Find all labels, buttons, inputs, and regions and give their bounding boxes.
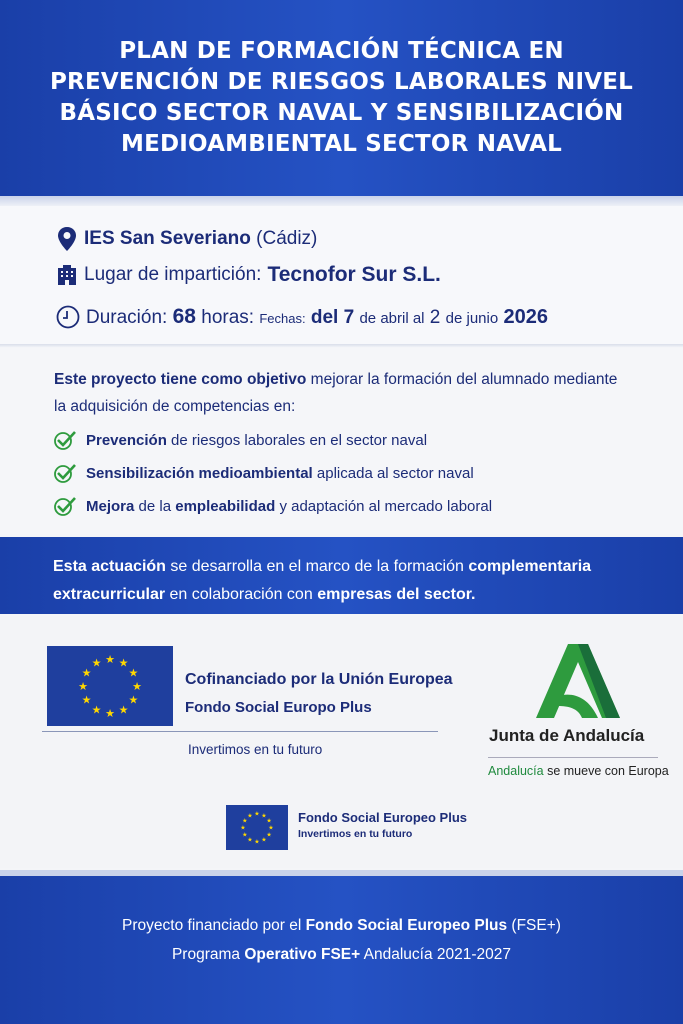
date-start: del 7	[310, 307, 355, 328]
eu-star-icon: ★	[261, 813, 267, 820]
divider	[42, 731, 438, 732]
title-line: MEDIOAMBIENTAL SECTOR NAVAL	[121, 131, 562, 157]
item-bold: Mejora	[86, 497, 135, 515]
clock-icon	[56, 305, 80, 329]
framework-band	[0, 537, 683, 614]
eu-star-icon: ★	[240, 825, 246, 832]
item-bold: Prevención	[86, 431, 167, 449]
funding-logos	[0, 616, 683, 868]
objective-item	[54, 496, 492, 516]
venue-value: Tecnofor Sur S.L.	[267, 263, 441, 286]
eu-star-icon: ★	[261, 837, 267, 844]
eu-star-icon: ★	[128, 694, 139, 707]
location-row	[56, 226, 317, 252]
eu-star-icon: ★	[242, 818, 248, 825]
footer-text: Programa	[171, 946, 241, 963]
duration-unit: horas:	[201, 307, 255, 328]
eu-star-icon: ★	[242, 832, 248, 839]
checkmark-icon	[54, 463, 76, 483]
divider	[0, 344, 683, 347]
junta-tag-text: se mueve con Europa	[547, 764, 669, 778]
location-pin-icon	[56, 226, 78, 252]
eu-star-icon: ★	[78, 681, 88, 693]
band-text: en colaboración con	[169, 586, 313, 603]
intro-text: mejorar la formación del alumnado mediante	[310, 371, 618, 388]
eu-star-icon: ★	[81, 667, 92, 680]
eu-fund-text: Fondo Social Europo Plus	[185, 699, 372, 716]
eu-star-icon: ★	[81, 694, 92, 707]
objective-item	[54, 463, 474, 483]
title-line: PLAN DE FORMACIÓN TÉCNICA EN	[119, 38, 564, 64]
eu-star-icon: ★	[254, 811, 260, 818]
junta-name: Junta de Andalucía	[489, 726, 645, 745]
item-text: aplicada al sector naval	[316, 464, 474, 482]
objectives-intro	[54, 366, 617, 420]
intro-bold: Este proyecto tiene como objetivo	[54, 371, 307, 388]
eu-star-icon: ★	[254, 839, 260, 846]
eu-tagline: Invertimos en tu futuro	[188, 742, 323, 757]
divider	[488, 757, 658, 758]
dates-label: Fechas:	[259, 311, 306, 326]
eu-star-icon: ★	[247, 837, 253, 844]
divider	[0, 196, 683, 206]
objective-item	[54, 430, 427, 450]
eu-star-icon: ★	[247, 813, 253, 820]
footer-text: Proyecto financiado por el	[122, 917, 302, 934]
duration-hours: 68	[172, 305, 196, 328]
band-text: se desarrolla en el marco de la formación	[170, 558, 464, 575]
school-city: (Cádiz)	[256, 228, 318, 249]
item-text: de riesgos laborales en el sector naval	[171, 431, 428, 449]
date-end-month: de junio	[445, 310, 499, 327]
objectives-section	[0, 348, 683, 534]
band-text: complementaria	[468, 558, 592, 575]
eu-flag-logo	[47, 646, 173, 726]
duration-row	[56, 305, 548, 329]
course-info	[0, 206, 683, 344]
eu-star-icon: ★	[266, 832, 272, 839]
item-bold: Sensibilización medioambiental	[86, 464, 313, 482]
title-banner	[0, 0, 683, 196]
venue-row	[56, 263, 441, 287]
footer-banner	[0, 870, 683, 1024]
duration-label: Duración:	[86, 307, 168, 328]
title-line: BÁSICO SECTOR NAVAL Y SENSIBILIZACIÓN	[59, 100, 624, 126]
item-bold: empleabilidad	[175, 497, 276, 515]
intro-text-2: la adquisición de competencias en:	[54, 398, 296, 415]
eu-flag-small-logo	[226, 805, 288, 850]
footer-text: Fondo Social Europeo Plus	[305, 917, 508, 934]
checkmark-icon	[54, 430, 76, 450]
band-text: extracurricular	[53, 586, 166, 603]
junta-andalucia-logo	[536, 644, 620, 720]
eu-star-icon: ★	[118, 704, 129, 717]
junta-tag-green: Andalucía	[488, 764, 544, 778]
eu-star-icon: ★	[266, 818, 272, 825]
footer-text: Andalucía 2021-2027	[363, 946, 512, 963]
eu-star-icon: ★	[268, 825, 274, 832]
date-year: 2026	[503, 306, 548, 328]
date-start-month: de abril al	[359, 310, 425, 327]
eu-star-icon: ★	[105, 708, 115, 720]
checkmark-icon	[54, 496, 76, 516]
item-text: de la	[138, 497, 172, 515]
item-text: y adaptación al mercado laboral	[279, 497, 493, 515]
band-text: empresas del sector.	[317, 586, 476, 603]
eu-star-icon: ★	[128, 667, 139, 680]
title-line: PREVENCIÓN DE RIESGOS LABORALES NIVEL	[49, 69, 633, 95]
footer-text: Operativo FSE+	[244, 946, 361, 963]
date-end: 2	[429, 307, 441, 328]
venue-label: Lugar de impartición:	[84, 264, 262, 285]
eu-star-icon: ★	[91, 704, 102, 717]
eu-star-icon: ★	[105, 654, 115, 666]
eu-star-icon: ★	[91, 657, 102, 670]
eu-star-icon: ★	[132, 681, 142, 693]
eu-star-icon: ★	[118, 657, 129, 670]
eu-cofinanced-text: Cofinanciado por la Unión Europea	[185, 671, 453, 688]
building-icon	[56, 264, 78, 286]
school-name: IES San Severiano	[84, 228, 251, 249]
footer-text: (FSE+)	[511, 917, 561, 934]
band-text: Esta actuación	[53, 558, 166, 575]
fse-name: Fondo Social Europeo Plus	[298, 810, 468, 825]
fse-tagline: Invertimos en tu futuro	[298, 828, 413, 840]
